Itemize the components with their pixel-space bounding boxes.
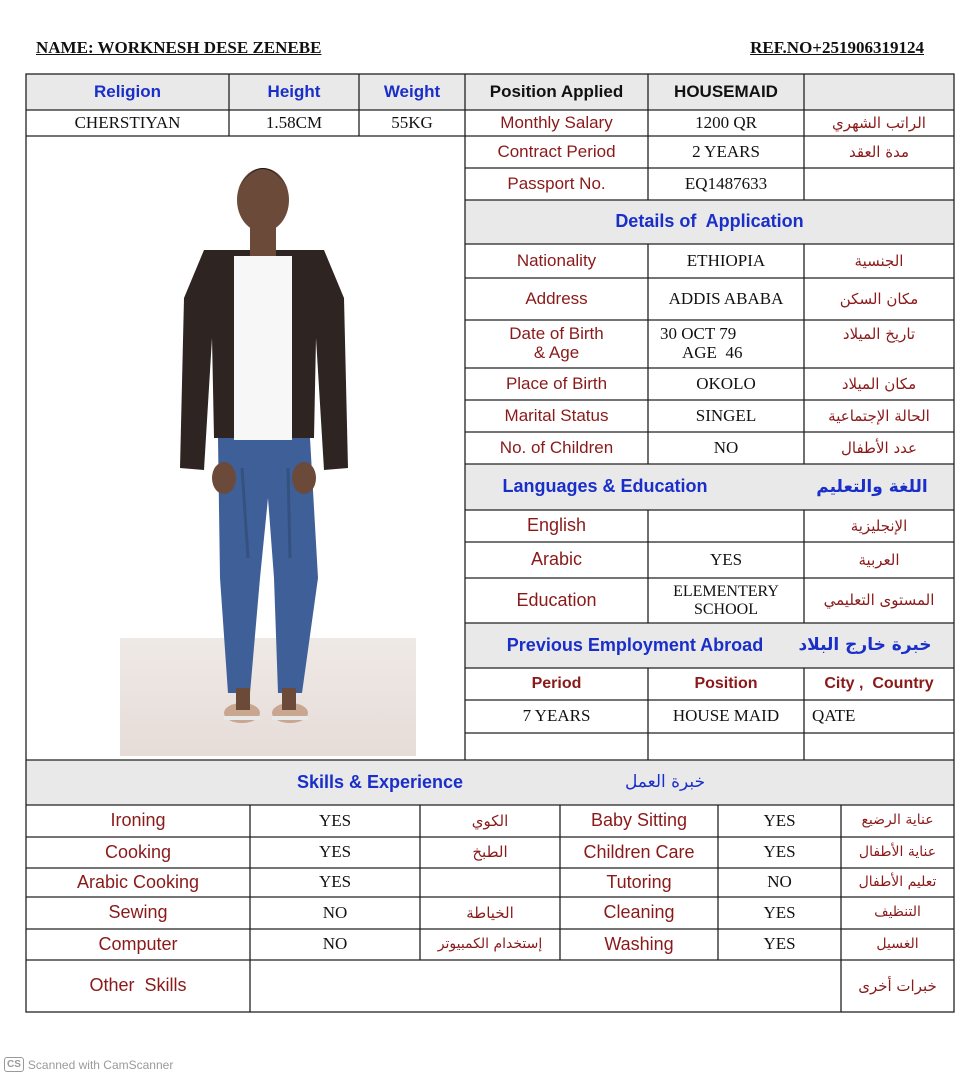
other-skills-label: Other Skills [89,975,187,996]
employment-position-value: HOUSE MAID [672,706,780,726]
skill-cooking-label: Cooking [104,841,172,862]
employment-position-header: Position [694,675,758,693]
arabic-value: YES [709,549,743,569]
contract-period-label: Contract Period [497,141,616,161]
skill-tutoring-value: NO [767,872,792,892]
dob-value [648,320,804,368]
skill-cooking-value: YES [318,842,352,862]
skill-cleaning-value: YES [763,902,796,922]
other-skills-arabic: خبرات أخرى [858,976,937,995]
dob-label-line1: Date of Birth [509,324,604,344]
skill-ironing-label: Ironing [110,810,166,831]
dob-label-line2: & Age [533,343,580,362]
camscanner-text: Scanned with CamScanner [27,1057,174,1072]
dob-arabic: تاريخ الميلاد [842,324,916,343]
skills-title: Skills & Experience [296,771,464,792]
skill-babysitting-arabic: عناية الرضيع [861,812,934,829]
marital-status-arabic: الحالة الإجتماعية [828,406,930,425]
weight-header: Weight [383,81,441,101]
children-value: NO [713,437,739,457]
employment-title-arabic: خبرة خارج البلاد [798,635,932,656]
skill-computer-arabic: إستخدام الكمبيوتر [437,935,543,952]
employment-city-header: City , Country [824,675,934,693]
height-value: 1.58CM [265,112,323,132]
candidate-photo [28,138,464,758]
religion-header: Religion [93,81,162,101]
skill-sewing-value: NO [322,902,348,922]
skill-cooking-arabic: الطبخ [472,843,508,862]
skill-sewing-arabic: الخياطة [466,903,514,922]
children-label: No. of Children [499,437,614,457]
dob-age: AGE 46 [682,343,743,362]
marital-status-value: SINGEL [695,405,757,425]
skill-ironing-value: YES [318,810,352,830]
arabic-label: Arabic [530,549,583,570]
english-label: English [526,515,587,536]
skill-babysitting-label: Baby Sitting [590,810,688,831]
skills-title-arabic: خبرة العمل [624,772,706,793]
birthplace-arabic: مكان الميلاد [841,374,917,393]
camscanner-watermark [4,1057,173,1072]
children-arabic: عدد الأطفال [841,438,917,457]
languages-title-arabic: اللغة والتعليم [816,476,928,497]
dob-date: 30 OCT 79 [660,324,737,344]
nationality-label: Nationality [516,250,597,270]
skill-cleaning-label: Cleaning [603,902,675,923]
skill-cleaning-arabic: التنظيف [874,904,921,921]
skill-washing-value: YES [763,934,796,954]
employment-period-value: 7 YEARS [522,706,591,726]
skill-childrencare-arabic: عناية الأطفال [858,843,937,860]
skill-washing-arabic: الغسيل [876,935,919,952]
contract-period-arabic: مدة العقد [849,142,909,161]
skill-ironing-arabic: الكوي [471,811,509,830]
skill-tutoring-arabic: تعليم الأطفال [858,873,937,890]
position-applied-header: Position Applied [489,81,624,101]
employment-period-header: Period [531,675,582,693]
camscanner-logo: CS [4,1057,24,1072]
height-header: Height [267,81,321,101]
reference-number: REF.NO+251906319124 [750,38,924,57]
skill-washing-label: Washing [604,933,674,954]
passport-arabic [804,168,954,200]
english-value [648,510,804,542]
education-value-line2: SCHOOL [693,600,758,618]
nationality-arabic: الجنسية [854,251,904,270]
languages-title: Languages & Education [502,476,708,497]
arabic-arabic: العربية [858,550,900,569]
skill-arabiccooking-label: Arabic Cooking [76,871,200,892]
skill-computer-value: NO [322,934,348,954]
candidate-name: NAME: WORKNESH DESE ZENEBE [36,38,322,57]
birthplace-value: OKOLO [696,373,756,393]
address-label: Address [525,288,588,308]
skill-tutoring-label: Tutoring [606,871,672,892]
nationality-value: ETHIOPIA [686,250,766,270]
address-value: ADDIS ABABA [668,288,784,308]
skill-arabiccooking-arabic [420,868,560,897]
skill-childrencare-label: Children Care [583,841,695,862]
marital-status-label: Marital Status [504,405,609,425]
passport-label: Passport No. [507,173,606,193]
passport-value: EQ1487633 [684,173,768,193]
education-value [648,578,804,623]
position-applied-value: HOUSEMAID [674,81,778,101]
details-title: Details of Application [615,211,804,232]
birthplace-label: Place of Birth [505,373,608,393]
weight-value: 55KG [391,112,433,132]
english-arabic: الإنجليزية [850,516,908,535]
skill-childrencare-value: YES [763,842,796,862]
skill-arabiccooking-value: YES [318,872,352,892]
contract-period-value: 2 YEARS [692,141,760,161]
dob-label [465,320,648,368]
skill-babysitting-value: YES [763,810,796,830]
salary-label: Monthly Salary [500,112,613,132]
employment-city-value: QATE [812,706,856,726]
education-value-line1: ELEMENTERY [673,582,779,600]
education-arabic: المستوى التعليمي [823,591,935,610]
skill-sewing-label: Sewing [108,902,168,923]
skill-computer-label: Computer [98,933,178,954]
salary-value: 1200 QR [695,112,757,132]
religion-value: CHERSTIYAN [74,112,181,132]
salary-arabic: الراتب الشهري [832,113,926,132]
education-label: Education [516,589,597,610]
employment-title: Previous Employment Abroad [506,634,764,655]
address-arabic: مكان السكن [839,289,919,308]
